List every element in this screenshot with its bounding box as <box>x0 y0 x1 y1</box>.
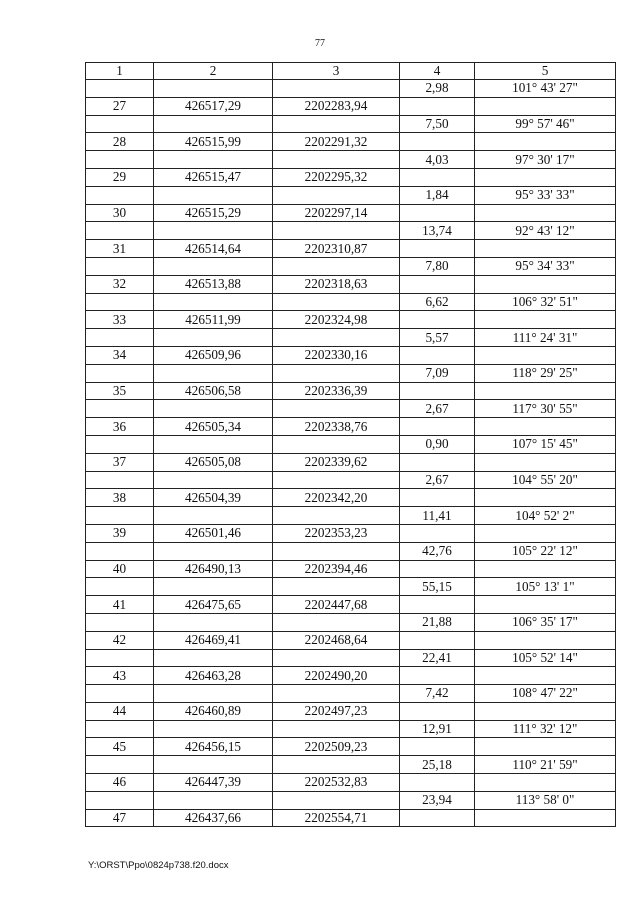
bearing-cell <box>475 382 616 400</box>
distance-cell: 7,09 <box>400 364 475 382</box>
point-number-cell: 27 <box>86 97 154 115</box>
point-number-cell: 44 <box>86 702 154 720</box>
point-number-cell <box>86 293 154 311</box>
x-coordinate-cell <box>154 649 273 667</box>
x-coordinate-cell: 426469,41 <box>154 631 273 649</box>
table-row <box>86 151 616 169</box>
table-row <box>86 80 616 98</box>
point-number-cell: 46 <box>86 774 154 792</box>
bearing-cell <box>475 168 616 186</box>
table-row <box>86 346 616 364</box>
x-coordinate-cell: 426511,99 <box>154 311 273 329</box>
point-number-cell: 39 <box>86 524 154 542</box>
point-number-cell: 47 <box>86 809 154 827</box>
x-coordinate-cell <box>154 329 273 347</box>
y-coordinate-cell: 2202318,63 <box>273 275 400 293</box>
table-row <box>86 578 616 596</box>
point-number-cell <box>86 756 154 774</box>
x-coordinate-cell: 426460,89 <box>154 702 273 720</box>
distance-cell <box>400 240 475 258</box>
table-row <box>86 471 616 489</box>
x-coordinate-cell: 426515,47 <box>154 168 273 186</box>
x-coordinate-cell: 426515,29 <box>154 204 273 222</box>
bearing-cell <box>475 524 616 542</box>
distance-cell: 6,62 <box>400 293 475 311</box>
x-coordinate-cell <box>154 80 273 98</box>
y-coordinate-cell <box>273 578 400 596</box>
distance-cell <box>400 702 475 720</box>
x-coordinate-cell <box>154 720 273 738</box>
bearing-cell: 106° 35' 17" <box>475 613 616 631</box>
column-header: 2 <box>154 63 273 80</box>
bearing-cell: 108° 47' 22" <box>475 685 616 703</box>
table-header-row <box>86 63 616 80</box>
distance-cell: 0,90 <box>400 435 475 453</box>
table-row <box>86 115 616 133</box>
y-coordinate-cell: 2202330,16 <box>273 346 400 364</box>
y-coordinate-cell <box>273 613 400 631</box>
distance-cell: 7,42 <box>400 685 475 703</box>
x-coordinate-cell <box>154 151 273 169</box>
point-number-cell: 37 <box>86 453 154 471</box>
point-number-cell <box>86 329 154 347</box>
distance-cell: 42,76 <box>400 542 475 560</box>
y-coordinate-cell: 2202339,62 <box>273 453 400 471</box>
y-coordinate-cell: 2202509,23 <box>273 738 400 756</box>
distance-cell: 7,50 <box>400 115 475 133</box>
y-coordinate-cell <box>273 186 400 204</box>
point-number-cell <box>86 649 154 667</box>
point-number-cell <box>86 115 154 133</box>
table-row <box>86 329 616 347</box>
table-row <box>86 382 616 400</box>
table-row <box>86 418 616 436</box>
column-header: 4 <box>400 63 475 80</box>
x-coordinate-cell <box>154 293 273 311</box>
bearing-cell <box>475 774 616 792</box>
x-coordinate-cell <box>154 186 273 204</box>
table-row <box>86 596 616 614</box>
x-coordinate-cell: 426515,99 <box>154 133 273 151</box>
bearing-cell <box>475 453 616 471</box>
point-number-cell <box>86 257 154 275</box>
bearing-cell <box>475 596 616 614</box>
table-row <box>86 774 616 792</box>
point-number-cell <box>86 542 154 560</box>
distance-cell <box>400 667 475 685</box>
y-coordinate-cell <box>273 151 400 169</box>
table-row <box>86 631 616 649</box>
table-row <box>86 257 616 275</box>
point-number-cell: 34 <box>86 346 154 364</box>
distance-cell: 5,57 <box>400 329 475 347</box>
x-coordinate-cell: 426505,08 <box>154 453 273 471</box>
y-coordinate-cell <box>273 685 400 703</box>
point-number-cell: 41 <box>86 596 154 614</box>
point-number-cell: 32 <box>86 275 154 293</box>
bearing-cell: 107° 15' 45" <box>475 435 616 453</box>
x-coordinate-cell: 426513,88 <box>154 275 273 293</box>
bearing-cell: 92° 43' 12" <box>475 222 616 240</box>
distance-cell <box>400 168 475 186</box>
point-number-cell <box>86 685 154 703</box>
bearing-cell: 117° 30' 55" <box>475 400 616 418</box>
y-coordinate-cell: 2202447,68 <box>273 596 400 614</box>
bearing-cell: 105° 22' 12" <box>475 542 616 560</box>
distance-cell: 23,94 <box>400 791 475 809</box>
distance-cell <box>400 97 475 115</box>
distance-cell: 2,67 <box>400 471 475 489</box>
point-number-cell: 40 <box>86 560 154 578</box>
table-row <box>86 97 616 115</box>
distance-cell: 7,80 <box>400 257 475 275</box>
bearing-cell: 113° 58' 0" <box>475 791 616 809</box>
x-coordinate-cell <box>154 578 273 596</box>
point-number-cell <box>86 578 154 596</box>
bearing-cell <box>475 240 616 258</box>
bearing-cell <box>475 667 616 685</box>
y-coordinate-cell <box>273 364 400 382</box>
x-coordinate-cell: 426509,96 <box>154 346 273 364</box>
x-coordinate-cell: 426514,64 <box>154 240 273 258</box>
distance-cell <box>400 560 475 578</box>
distance-cell <box>400 489 475 507</box>
x-coordinate-cell <box>154 685 273 703</box>
table-row <box>86 756 616 774</box>
point-number-cell: 33 <box>86 311 154 329</box>
y-coordinate-cell <box>273 257 400 275</box>
distance-cell <box>400 275 475 293</box>
x-coordinate-cell: 426437,66 <box>154 809 273 827</box>
table-row <box>86 667 616 685</box>
distance-cell <box>400 418 475 436</box>
point-number-cell: 29 <box>86 168 154 186</box>
bearing-cell <box>475 418 616 436</box>
column-header: 1 <box>86 63 154 80</box>
table-row <box>86 204 616 222</box>
point-number-cell <box>86 222 154 240</box>
bearing-cell <box>475 631 616 649</box>
x-coordinate-cell <box>154 435 273 453</box>
table-row <box>86 311 616 329</box>
x-coordinate-cell: 426504,39 <box>154 489 273 507</box>
point-number-cell: 45 <box>86 738 154 756</box>
point-number-cell <box>86 613 154 631</box>
distance-cell: 21,88 <box>400 613 475 631</box>
point-number-cell: 36 <box>86 418 154 436</box>
y-coordinate-cell: 2202342,20 <box>273 489 400 507</box>
table-row <box>86 613 616 631</box>
y-coordinate-cell <box>273 435 400 453</box>
table-row <box>86 275 616 293</box>
table-row <box>86 240 616 258</box>
table-row <box>86 560 616 578</box>
x-coordinate-cell <box>154 222 273 240</box>
x-coordinate-cell <box>154 613 273 631</box>
distance-cell: 2,98 <box>400 80 475 98</box>
bearing-cell <box>475 702 616 720</box>
point-number-cell <box>86 80 154 98</box>
y-coordinate-cell: 2202291,32 <box>273 133 400 151</box>
distance-cell: 2,67 <box>400 400 475 418</box>
table-body <box>86 80 616 827</box>
table-row <box>86 685 616 703</box>
table-row <box>86 702 616 720</box>
bearing-cell: 99° 57' 46" <box>475 115 616 133</box>
table-row <box>86 453 616 471</box>
x-coordinate-cell: 426463,28 <box>154 667 273 685</box>
bearing-cell <box>475 97 616 115</box>
distance-cell <box>400 631 475 649</box>
bearing-cell <box>475 560 616 578</box>
file-path-footer: Y:\ORST\Ppo\0824p738.f20.docx <box>88 860 229 871</box>
x-coordinate-cell <box>154 257 273 275</box>
bearing-cell: 110° 21' 59" <box>475 756 616 774</box>
point-number-cell: 43 <box>86 667 154 685</box>
coordinates-table <box>85 62 616 827</box>
x-coordinate-cell: 426505,34 <box>154 418 273 436</box>
point-number-cell <box>86 364 154 382</box>
distance-cell <box>400 204 475 222</box>
distance-cell <box>400 133 475 151</box>
distance-cell: 13,74 <box>400 222 475 240</box>
bearing-cell <box>475 346 616 364</box>
bearing-cell <box>475 275 616 293</box>
point-number-cell <box>86 720 154 738</box>
bearing-cell: 95° 33' 33" <box>475 186 616 204</box>
point-number-cell: 38 <box>86 489 154 507</box>
x-coordinate-cell <box>154 507 273 525</box>
point-number-cell <box>86 400 154 418</box>
y-coordinate-cell <box>273 293 400 311</box>
bearing-cell <box>475 738 616 756</box>
bearing-cell: 106° 32' 51" <box>475 293 616 311</box>
y-coordinate-cell: 2202310,87 <box>273 240 400 258</box>
y-coordinate-cell: 2202297,14 <box>273 204 400 222</box>
x-coordinate-cell: 426490,13 <box>154 560 273 578</box>
column-header: 5 <box>475 63 616 80</box>
y-coordinate-cell: 2202468,64 <box>273 631 400 649</box>
x-coordinate-cell <box>154 471 273 489</box>
table-row <box>86 649 616 667</box>
x-coordinate-cell: 426517,29 <box>154 97 273 115</box>
y-coordinate-cell <box>273 471 400 489</box>
y-coordinate-cell: 2202283,94 <box>273 97 400 115</box>
bearing-cell: 104° 55' 20" <box>475 471 616 489</box>
point-number-cell <box>86 435 154 453</box>
y-coordinate-cell: 2202295,32 <box>273 168 400 186</box>
distance-cell: 1,84 <box>400 186 475 204</box>
distance-cell <box>400 382 475 400</box>
y-coordinate-cell <box>273 542 400 560</box>
table-row <box>86 507 616 525</box>
x-coordinate-cell: 426456,15 <box>154 738 273 756</box>
table-row <box>86 168 616 186</box>
table-row <box>86 186 616 204</box>
bearing-cell <box>475 489 616 507</box>
distance-cell: 12,91 <box>400 720 475 738</box>
y-coordinate-cell: 2202497,23 <box>273 702 400 720</box>
point-number-cell <box>86 151 154 169</box>
point-number-cell: 30 <box>86 204 154 222</box>
distance-cell <box>400 453 475 471</box>
distance-cell <box>400 346 475 364</box>
bearing-cell: 95° 34' 33" <box>475 257 616 275</box>
bearing-cell <box>475 133 616 151</box>
y-coordinate-cell: 2202554,71 <box>273 809 400 827</box>
distance-cell: 55,15 <box>400 578 475 596</box>
y-coordinate-cell <box>273 791 400 809</box>
bearing-cell <box>475 809 616 827</box>
point-number-cell: 35 <box>86 382 154 400</box>
y-coordinate-cell <box>273 507 400 525</box>
point-number-cell: 42 <box>86 631 154 649</box>
distance-cell <box>400 524 475 542</box>
bearing-cell: 97° 30' 17" <box>475 151 616 169</box>
y-coordinate-cell <box>273 80 400 98</box>
distance-cell <box>400 774 475 792</box>
y-coordinate-cell <box>273 756 400 774</box>
point-number-cell <box>86 471 154 489</box>
table-row <box>86 738 616 756</box>
distance-cell: 11,41 <box>400 507 475 525</box>
page-number: 77 <box>315 38 325 49</box>
x-coordinate-cell: 426447,39 <box>154 774 273 792</box>
table-row <box>86 133 616 151</box>
y-coordinate-cell: 2202394,46 <box>273 560 400 578</box>
distance-cell: 22,41 <box>400 649 475 667</box>
table-row <box>86 489 616 507</box>
point-number-cell <box>86 186 154 204</box>
y-coordinate-cell <box>273 115 400 133</box>
bearing-cell: 101° 43' 27" <box>475 80 616 98</box>
y-coordinate-cell <box>273 720 400 738</box>
y-coordinate-cell: 2202490,20 <box>273 667 400 685</box>
x-coordinate-cell: 426501,46 <box>154 524 273 542</box>
x-coordinate-cell <box>154 756 273 774</box>
bearing-cell: 105° 13' 1" <box>475 578 616 596</box>
y-coordinate-cell <box>273 222 400 240</box>
x-coordinate-cell <box>154 542 273 560</box>
table-row <box>86 791 616 809</box>
table-row <box>86 809 616 827</box>
table-row <box>86 542 616 560</box>
y-coordinate-cell: 2202353,23 <box>273 524 400 542</box>
point-number-cell: 28 <box>86 133 154 151</box>
distance-cell <box>400 809 475 827</box>
bearing-cell <box>475 311 616 329</box>
y-coordinate-cell <box>273 400 400 418</box>
bearing-cell: 118° 29' 25" <box>475 364 616 382</box>
x-coordinate-cell <box>154 364 273 382</box>
table-row <box>86 435 616 453</box>
table-row <box>86 364 616 382</box>
bearing-cell <box>475 204 616 222</box>
table-row <box>86 720 616 738</box>
table-row <box>86 222 616 240</box>
bearing-cell: 104° 52' 2" <box>475 507 616 525</box>
bearing-cell: 111° 24' 31" <box>475 329 616 347</box>
y-coordinate-cell <box>273 649 400 667</box>
x-coordinate-cell <box>154 115 273 133</box>
distance-cell: 4,03 <box>400 151 475 169</box>
point-number-cell <box>86 791 154 809</box>
bearing-cell: 105° 52' 14" <box>475 649 616 667</box>
y-coordinate-cell: 2202338,76 <box>273 418 400 436</box>
distance-cell <box>400 596 475 614</box>
x-coordinate-cell: 426506,58 <box>154 382 273 400</box>
table-row <box>86 293 616 311</box>
distance-cell <box>400 738 475 756</box>
point-number-cell: 31 <box>86 240 154 258</box>
table-row <box>86 524 616 542</box>
bearing-cell: 111° 32' 12" <box>475 720 616 738</box>
y-coordinate-cell <box>273 329 400 347</box>
y-coordinate-cell: 2202336,39 <box>273 382 400 400</box>
y-coordinate-cell: 2202324,98 <box>273 311 400 329</box>
distance-cell <box>400 311 475 329</box>
table-row <box>86 400 616 418</box>
x-coordinate-cell <box>154 791 273 809</box>
distance-cell: 25,18 <box>400 756 475 774</box>
column-header: 3 <box>273 63 400 80</box>
x-coordinate-cell: 426475,65 <box>154 596 273 614</box>
point-number-cell <box>86 507 154 525</box>
y-coordinate-cell: 2202532,83 <box>273 774 400 792</box>
x-coordinate-cell <box>154 400 273 418</box>
